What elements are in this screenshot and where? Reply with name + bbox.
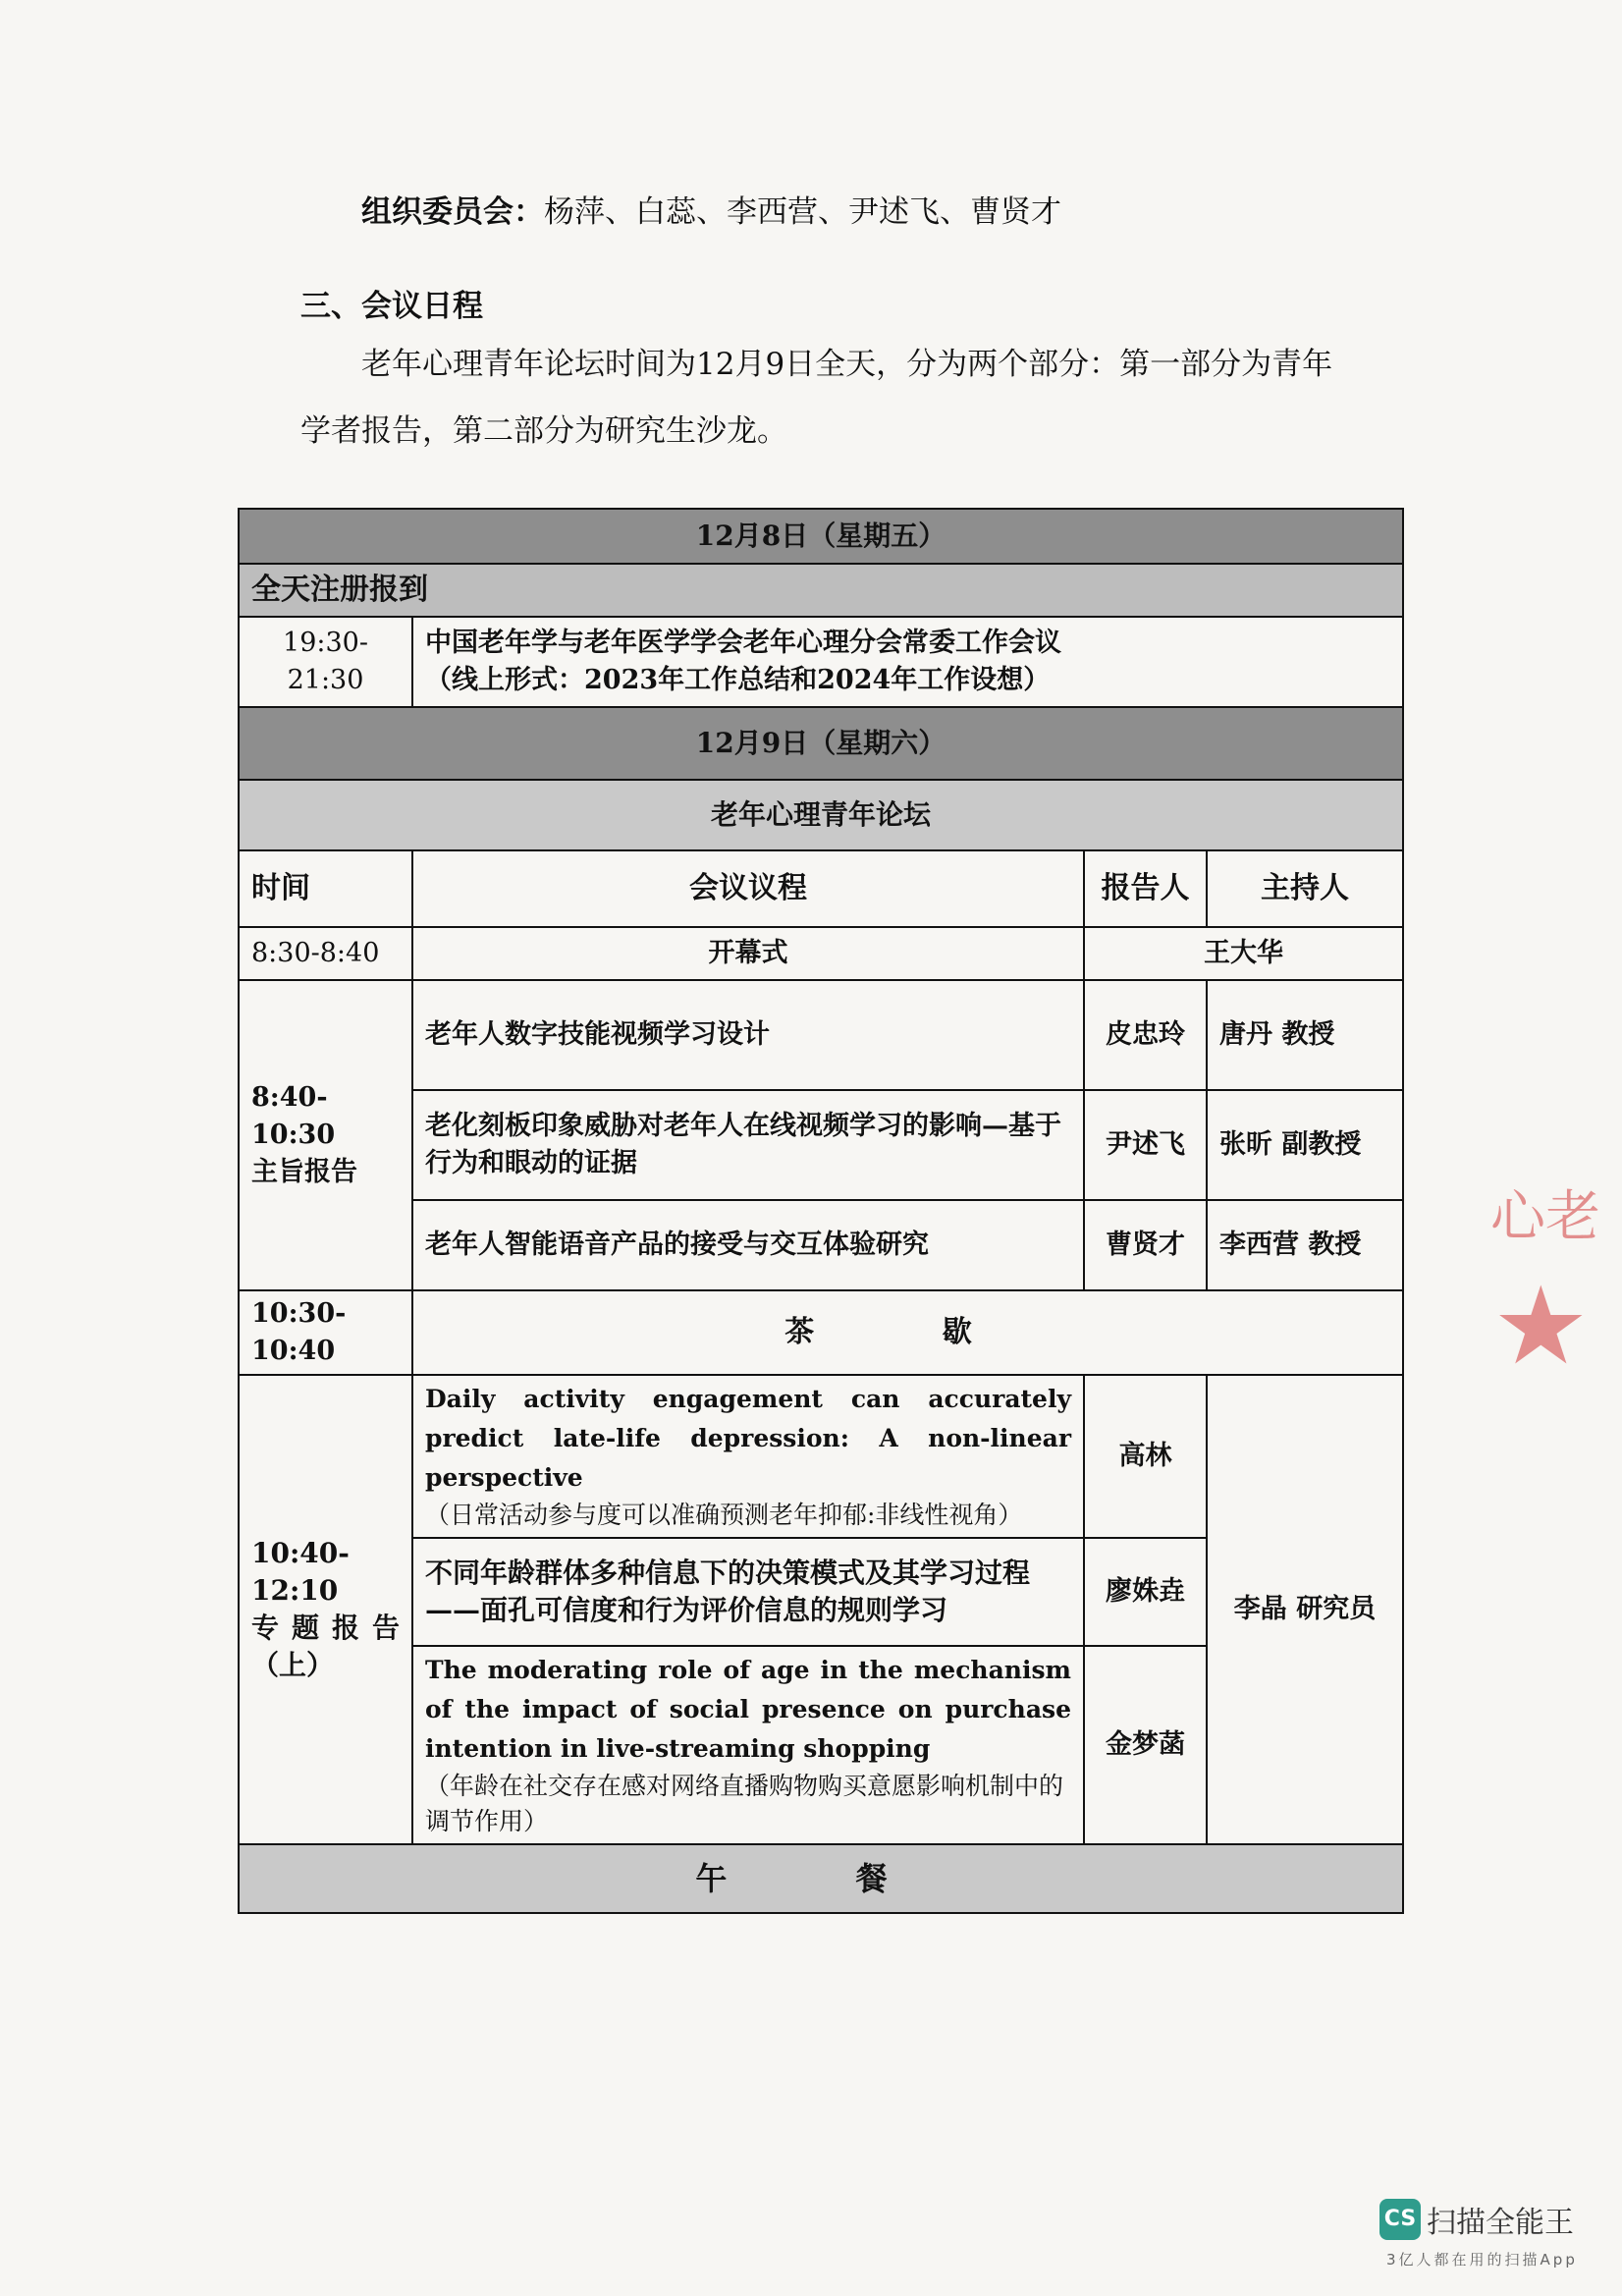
tea-time: 10:30-10:40 xyxy=(239,1290,412,1375)
organizing-committee xyxy=(361,191,1061,234)
meeting-line2: （线上形式：2023年工作总结和2024年工作设想） xyxy=(425,665,1051,695)
committee-members: 杨萍、白蕊、李西营、尹述飞、曹贤才 xyxy=(544,194,1061,230)
scanner-logo xyxy=(1379,2198,1574,2241)
keynote-speaker-3: 曹贤才 xyxy=(1084,1200,1207,1290)
header-row xyxy=(239,850,1403,927)
keynote-row-3 xyxy=(239,1200,1403,1290)
cs-logo-icon: CS xyxy=(1379,2199,1421,2240)
header-host: 主持人 xyxy=(1207,850,1403,927)
special-subtitle-3: （年龄在社交存在感对网络直播购物购买意愿影响机制中的调节作用） xyxy=(425,1772,1064,1835)
tea-row xyxy=(239,1290,1403,1375)
special-speaker-2: 廖姝垚 xyxy=(1084,1538,1207,1646)
special-talk-3 xyxy=(412,1646,1084,1844)
keynote-row-2 xyxy=(239,1090,1403,1200)
keynote-row-1 xyxy=(239,980,1403,1090)
section-heading: 三、会议日程 xyxy=(300,289,483,324)
header-speaker: 报告人 xyxy=(1084,850,1207,927)
header-time: 时间 xyxy=(239,850,412,927)
meeting-description xyxy=(412,617,1403,707)
forum-title: 老年心理青年论坛 xyxy=(239,780,1403,850)
day1-date: 12月8日（星期五） xyxy=(239,509,1403,564)
special-row-1 xyxy=(239,1375,1403,1538)
meeting-time: 19:30-21:30 xyxy=(239,617,412,707)
lunch-row xyxy=(239,1844,1403,1913)
keynote-host-3: 李西营 教授 xyxy=(1207,1200,1403,1290)
header-agenda: 会议议程 xyxy=(412,850,1084,927)
special-time: 10:40-12:10 xyxy=(251,1537,350,1607)
registration-label: 全天注册报到 xyxy=(239,564,1403,617)
red-seal xyxy=(1473,1164,1622,1498)
schedule-table xyxy=(238,508,1404,1914)
special-speaker-1: 高林 xyxy=(1084,1375,1207,1538)
keynote-speaker-2: 尹述飞 xyxy=(1084,1090,1207,1200)
special-time-cell xyxy=(239,1375,412,1844)
keynote-title-2: 老化刻板印象威胁对老年人在线视频学习的影响—基于行为和眼动的证据 xyxy=(412,1090,1084,1200)
opening-item: 开幕式 xyxy=(412,927,1084,980)
registration-row xyxy=(239,564,1403,617)
tea-item: 茶 歇 xyxy=(412,1290,1403,1375)
keynote-time: 8:40-10:30 xyxy=(251,1082,336,1150)
opening-host: 王大华 xyxy=(1084,927,1403,980)
committee-meeting-row xyxy=(239,617,1403,707)
opening-time: 8:30-8:40 xyxy=(239,927,412,980)
scanner-name: 扫描全能王 xyxy=(1427,2206,1574,2240)
day1-date-row xyxy=(239,509,1403,564)
day2-date-row xyxy=(239,707,1403,780)
keynote-title-1: 老年人数字技能视频学习设计 xyxy=(412,980,1084,1090)
keynote-label: 主旨报告 xyxy=(251,1157,357,1187)
special-label: 专题报告 xyxy=(251,1612,400,1644)
meeting-line1: 中国老年学与老年医学学会老年心理分会常委工作会议 xyxy=(425,628,1061,658)
forum-row xyxy=(239,780,1403,850)
special-speaker-3: 金梦菡 xyxy=(1084,1646,1207,1844)
special-subtitle-1: （日常活动参与度可以准确预测老年抑郁:非线性视角） xyxy=(425,1501,1023,1529)
seal-star-icon: ★ xyxy=(1492,1263,1590,1389)
special-title-3: The moderating role of age in the mechanism of the impact of social presence on purchase intention in live-streaming shopping xyxy=(425,1656,1071,1763)
intro-paragraph-line2: 学者报告，第二部分为研究生沙龙。 xyxy=(300,413,787,449)
seal-text: 心老 xyxy=(1490,1185,1600,1249)
lunch-label: 午 餐 xyxy=(239,1844,1403,1913)
special-title-2: 不同年龄群体多种信息下的决策模式及其学习过程——面孔可信度和行为评价信息的规则学习 xyxy=(412,1538,1084,1646)
keynote-speaker-1: 皮忠玲 xyxy=(1084,980,1207,1090)
intro-paragraph-line1: 老年心理青年论坛时间为12月9日全天，分为两个部分：第一部分为青年 xyxy=(361,347,1333,382)
special-title-1: Daily activity engagement can accurately predict late-life depression: A non-linear perspective xyxy=(425,1385,1071,1492)
opening-row xyxy=(239,927,1403,980)
committee-label: 组织委员会： xyxy=(361,194,544,230)
keynote-host-1: 唐丹 教授 xyxy=(1207,980,1403,1090)
special-talk-1 xyxy=(412,1375,1084,1538)
keynote-host-2: 张昕 副教授 xyxy=(1207,1090,1403,1200)
day2-date: 12月9日（星期六） xyxy=(239,707,1403,780)
keynote-title-3: 老年人智能语音产品的接受与交互体验研究 xyxy=(412,1200,1084,1290)
special-part: （上） xyxy=(251,1649,335,1681)
keynote-time-cell xyxy=(239,980,412,1290)
special-host: 李晶 研究员 xyxy=(1207,1375,1403,1844)
scanner-tagline: 3亿人都在用的扫描App xyxy=(1386,2251,1578,2269)
